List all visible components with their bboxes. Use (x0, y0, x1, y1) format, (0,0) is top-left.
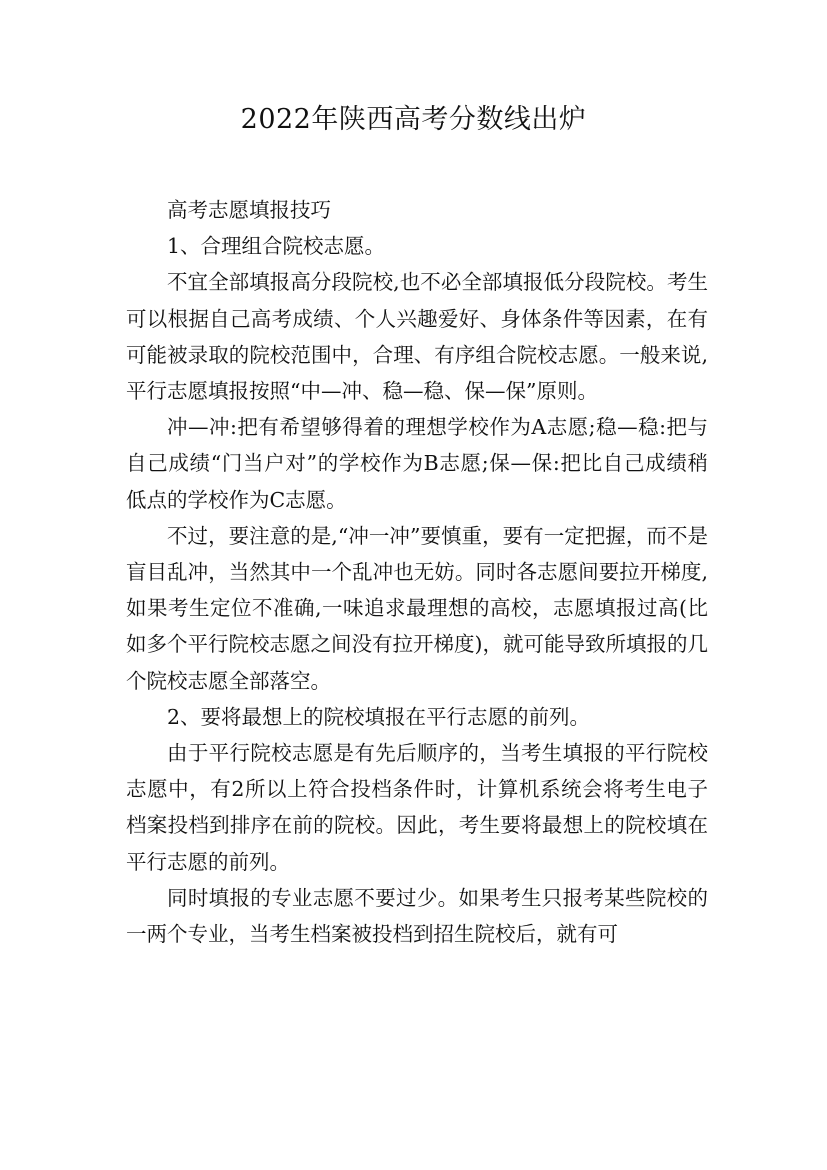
paragraph: 不过，要注意的是,“冲一冲”要慎重，要有一定把握，而不是盲目乱冲，当然其中一个乱冲也无妨。同时各志愿间要拉开梯度,如果考生定位不准确,一味追求最理想的高校，志愿填报过高(比如多个平行院校志愿之间没有拉开梯度)，就可能导致所填报的几个院校志愿全部落空。 (126, 523, 708, 693)
paragraph: 冲—冲:把有希望够得着的理想学校作为A志愿;稳—稳:把与自己成绩“门当户对”的学校作为B志愿;保—保:把比自己成绩稍低点的学校作为C志愿。 (126, 415, 708, 512)
paragraph: 同时填报的专业志愿不要过少。如果考生只报考某些院校的一两个专业，当考生档案被投档到招生院校后，就有可 (126, 885, 708, 947)
document-title: 2022年陕西高考分数线出炉 (240, 104, 587, 135)
paragraph: 由于平行院校志愿是有先后顺序的，当考生填报的平行院校志愿中，有2所以上符合投档条件时，计算机系统会将考生电子档案投档到排序在前的院校。因此，考生要将最想上的院校填在平行志愿的前列。 (126, 741, 708, 874)
section-heading: 高考志愿填报技巧 (167, 198, 331, 222)
subheading-1: 1、合理组合院校志愿。 (167, 234, 386, 259)
document-body (126, 192, 708, 952)
subheading-2: 2、要将最想上的院校填报在平行志愿的前列。 (167, 704, 591, 729)
paragraph: 不宜全部填报高分段院校,也不必全部填报低分段院校。考生可以根据自己高考成绩、个人兴趣爱好、身体条件等因素，在有可能被录取的院校范围中，合理、有序组合院校志愿。一般来说,平行志愿填报按照“中—冲、稳—稳、保—保”原则。 (126, 270, 708, 404)
